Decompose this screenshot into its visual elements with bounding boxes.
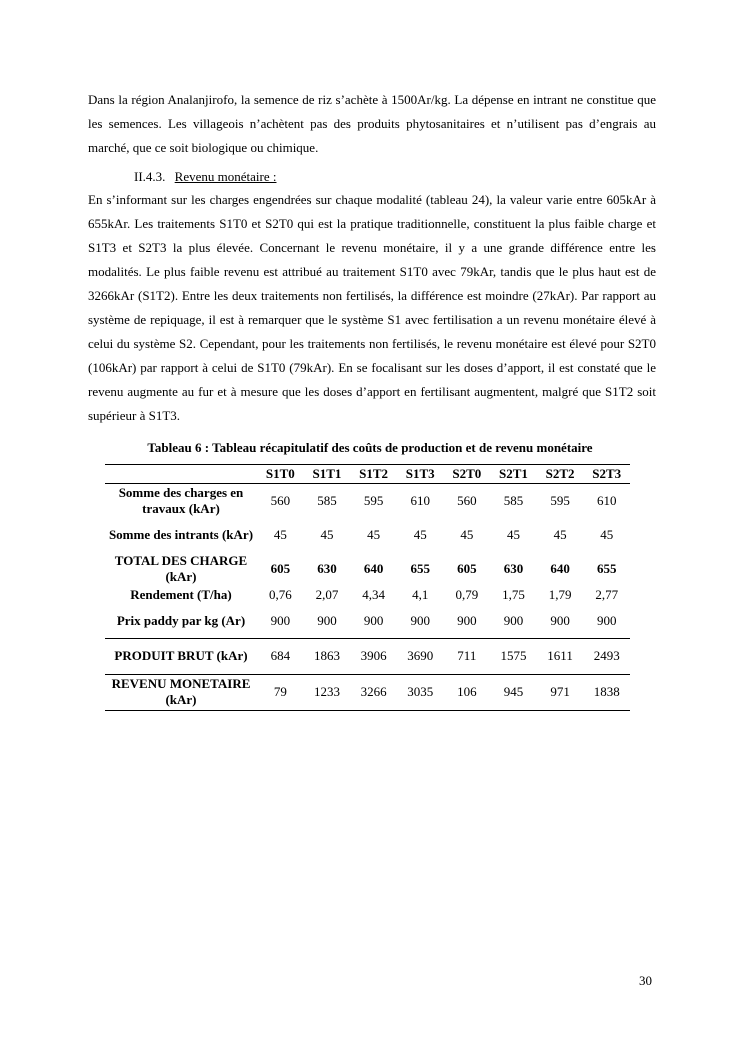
- table-cell: 45: [273, 527, 287, 542]
- row-label: Somme des intrants (kAr): [108, 527, 254, 542]
- table-row: [105, 586, 630, 604]
- column-header: S2T3: [583, 465, 630, 484]
- table-cell: 605: [270, 561, 291, 576]
- row-label: Rendement (T/ha): [130, 587, 232, 602]
- table-cell: 4,34: [362, 587, 385, 602]
- recap-table: [105, 464, 630, 711]
- column-header: S1T0: [257, 465, 304, 484]
- page-content: [88, 88, 656, 711]
- table-cell: 630: [317, 561, 337, 576]
- table-cell: 655: [596, 561, 617, 576]
- table-cell: 45: [506, 527, 520, 542]
- table-cell: 2493: [583, 638, 630, 674]
- table-cell: 1233: [304, 674, 351, 710]
- table-cell: 610: [596, 493, 617, 508]
- row-label: Prix paddy par kg (Ar): [116, 612, 246, 628]
- table-cell: 595: [363, 493, 384, 508]
- table-cell: 610: [410, 493, 430, 508]
- column-header: S1T1: [304, 465, 351, 484]
- column-header: S2T0: [444, 465, 491, 484]
- table-cell: 1,79: [548, 587, 572, 602]
- page-number: 30: [639, 973, 652, 988]
- section-number: II.4.3.: [134, 169, 166, 184]
- table-cell: 900: [363, 612, 384, 628]
- table-row: [105, 484, 630, 519]
- row-label: PRODUIT BRUT (kAr): [105, 638, 257, 674]
- table-cell: 45: [600, 527, 614, 542]
- table-cell: 79: [257, 674, 304, 710]
- table-cell: 4,1: [412, 587, 429, 602]
- table-cell: 900: [550, 612, 570, 628]
- table-cell: 605: [457, 561, 477, 576]
- table-cell: 1838: [583, 674, 630, 710]
- table-cell: 2,77: [595, 587, 619, 602]
- table-row-total: [105, 552, 630, 586]
- table-cell: 945: [490, 674, 537, 710]
- table-cell: 3035: [397, 674, 444, 710]
- table-cell: 560: [457, 493, 477, 508]
- table-caption: Tableau 6 : Tableau récapitulatif des coûts de production et de revenu monétaire: [147, 440, 593, 455]
- table-row: [105, 674, 630, 710]
- table-cell: 2,07: [315, 587, 339, 602]
- table-corner: [105, 465, 257, 484]
- table-cell: 585: [503, 493, 524, 508]
- column-header: S1T2: [350, 465, 397, 484]
- table-cell: 595: [550, 493, 570, 508]
- table-cell: 45: [460, 527, 474, 542]
- table-cell: 1863: [304, 638, 351, 674]
- table-cell: 45: [413, 527, 427, 542]
- table-cell: 560: [270, 493, 291, 508]
- table-cell: 45: [367, 527, 381, 542]
- table-row: [105, 638, 630, 674]
- table-cell: 640: [363, 561, 384, 576]
- column-header: S2T1: [490, 465, 537, 484]
- table-cell: 1575: [490, 638, 537, 674]
- table-cell: 900: [410, 612, 430, 628]
- section-title: Revenu monétaire :: [174, 169, 277, 184]
- table-cell: 900: [270, 612, 291, 628]
- table-cell: 900: [596, 612, 617, 628]
- table-cell: 684: [257, 638, 304, 674]
- table-cell: 1611: [537, 638, 584, 674]
- table-cell: 585: [317, 493, 337, 508]
- table-cell: 711: [444, 638, 491, 674]
- table-cell: 3906: [350, 638, 397, 674]
- row-label: Somme des charges en travaux (kAr): [118, 485, 244, 516]
- table-row: [105, 604, 630, 638]
- table-cell: 900: [317, 612, 337, 628]
- table-cell: 0,79: [455, 587, 479, 602]
- table-header-row: [105, 465, 630, 484]
- table-cell: 3690: [397, 638, 444, 674]
- column-header: S2T2: [537, 465, 584, 484]
- table-cell: 106: [444, 674, 491, 710]
- table-cell: 0,76: [268, 587, 292, 602]
- column-header: S1T3: [397, 465, 444, 484]
- table-row: [105, 518, 630, 552]
- table-cell: 630: [503, 561, 524, 576]
- table-cell: 655: [410, 561, 430, 576]
- table-cell: 1,75: [502, 587, 525, 602]
- row-label: TOTAL DES CHARGE (kAr): [114, 553, 248, 584]
- paragraph-intrants: Dans la région Analanjirofo, la semence de riz s’achète à 1500Ar/kg. La dépense en intrant ne constitue que les semences. Les villageois n’achètent pas des produits phytosanitaires et n’utilisent pas d’engrais au marché, que ce soit biologique ou chimique.: [88, 92, 656, 155]
- table-cell: 900: [503, 612, 524, 628]
- row-label: REVENU MONETAIRE (kAr): [105, 674, 257, 710]
- table-cell: 3266: [350, 674, 397, 710]
- section-heading: [134, 166, 656, 188]
- table-cell: 45: [320, 527, 334, 542]
- table-cell: 640: [550, 561, 570, 576]
- paragraph-revenu: En s’informant sur les charges engendrées sur chaque modalité (tableau 24), la valeur varie entre 605kAr à 655kAr. Les traitements S1T0 et S2T0 qui est la pratique traditionnelle, constituent la plus faible charge et S1T3 et S2T3 la plus élevée. Concernant le revenu monétaire, il y a une grande différence entre les modalités. Le plus faible revenu est attribué au traitement S1T0 avec 79kAr, tandis que le plus haut est de 3266kAr (S1T2). Entre les deux traitements non fertilisés, la différence est moindre (27kAr). Par rapport au système de repiquage, il est à remarquer que le système S1 avec fertilisation a un revenu monétaire élevé à celui du système S2. Cependant, pour les traitements non fertilisés, le revenu monétaire est élevé pour S2T0 (106kAr) par rapport à celui de S1T0 (79kAr). En se focalisant sur les doses d’apport, il est constaté que le revenu augmente au fur et à mesure que les doses d’apport en fertilisant augmentent, malgré que S1T2 soit supérieur à S1T3.: [88, 192, 656, 423]
- table-cell: 900: [457, 612, 477, 628]
- table-cell: 45: [553, 527, 567, 542]
- table-cell: 971: [537, 674, 584, 710]
